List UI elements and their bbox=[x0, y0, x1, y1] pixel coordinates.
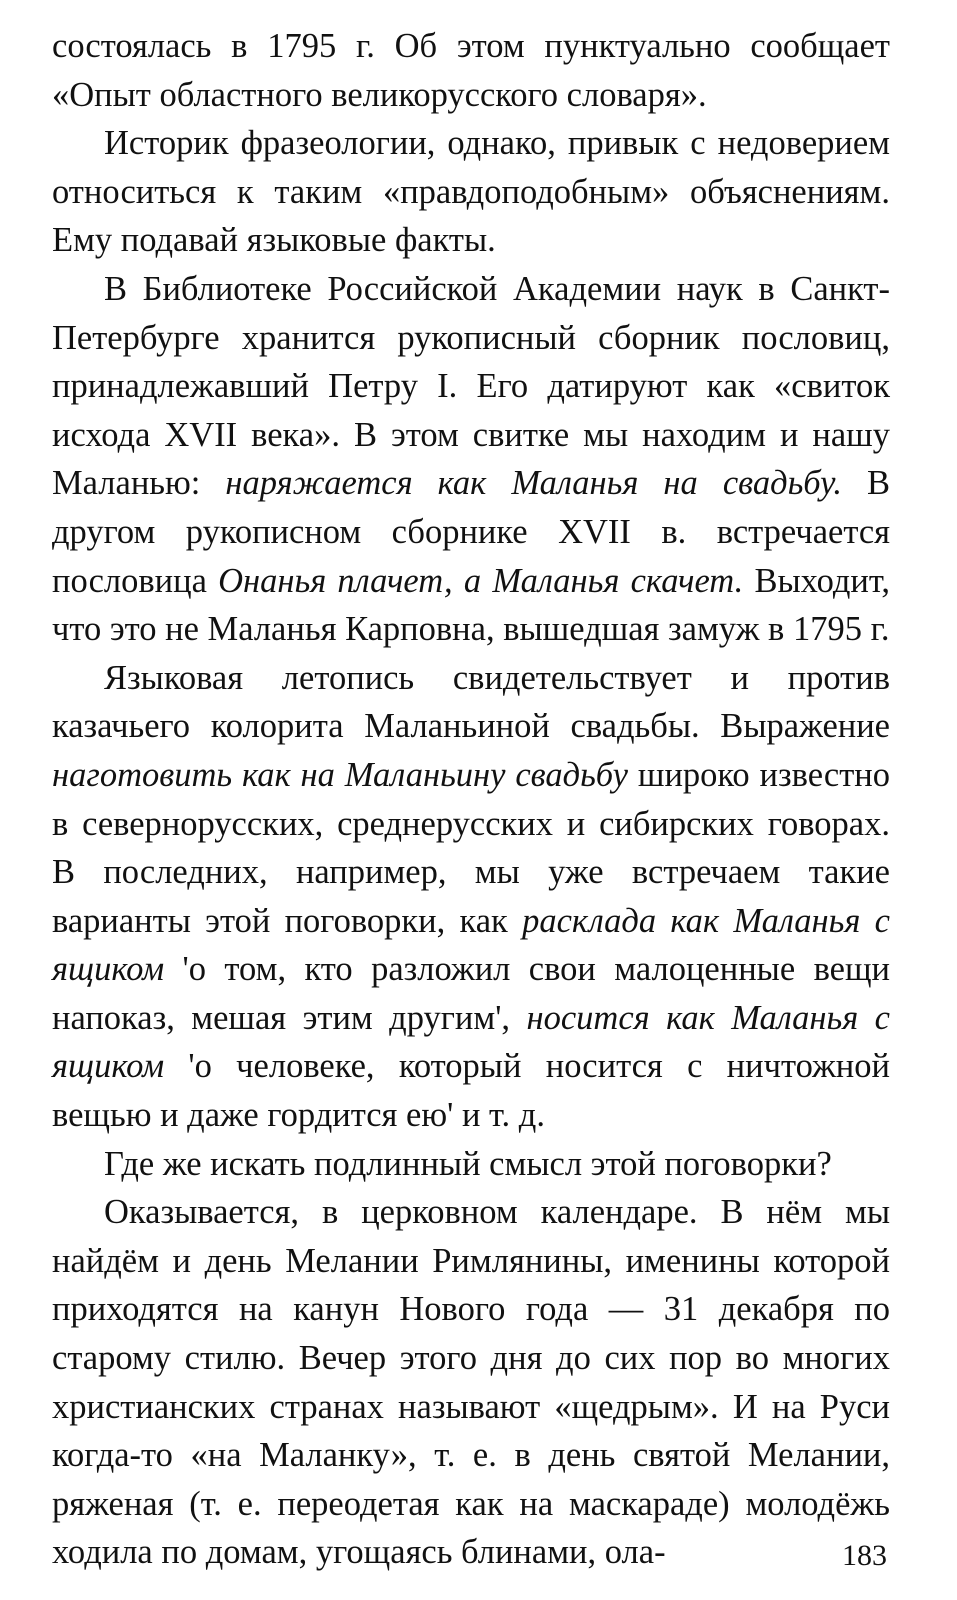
paragraph-1 bbox=[52, 22, 890, 119]
text-run: В Библиотеке Российской Академии наук в Санкт-Петербурге хранится рукописный сборник пословиц, принадлежавший Петру I. Его датируют как «свиток исхода XVII века». В этом свитке мы находим и нашу Маланью: bbox=[52, 269, 890, 503]
text-run: Где же искать подлинный смысл этой поговорки? bbox=[104, 1144, 832, 1183]
italic-quote: наряжается как Маланья на свадьбу. bbox=[225, 464, 842, 503]
text-run: В другом рукописном сборнике XVII в. встречается пословица bbox=[52, 464, 890, 600]
text-run: Оказывается, в церковном календаре. В нём мы найдём и день Мелании Римлянины, именины которой приходятся на канун Нового года — 31 декабря по старому стилю. Вечер этого дня до сих пор во многих христианских странах называют «щедрым». И на Руси когда-то «на Маланку», т. е. в день святой Мелании, ряженая (т. е. переодетая как на маскараде) молодёжь ходила по домам, угощаясь блинами, ола- bbox=[52, 1193, 890, 1572]
book-page-body bbox=[52, 22, 890, 1577]
text-run: Историк фразеологии, однако, привык с недоверием относиться к таким «правдоподобным» объяснениям. Ему подавай языковые факты. bbox=[52, 124, 890, 260]
paragraph-6 bbox=[52, 1188, 890, 1577]
paragraph-4 bbox=[52, 654, 890, 1140]
italic-quote: носится как Маланья с ящиком bbox=[52, 998, 890, 1086]
text-run: Выходит, что это не Маланья Карповна, вышедшая замуж в 1795 г. bbox=[52, 561, 890, 649]
text-run: Языковая летопись свидетельствует и против казачьего колорита Маланьиной свадьбы. Выражение bbox=[52, 658, 890, 746]
text-run: широко известно в севернорусских, среднерусских и сибирских говорах. В последних, например, мы уже встречаем такие варианты этой поговорки, как bbox=[52, 755, 890, 940]
italic-quote: расклада как Маланья с ящиком bbox=[52, 901, 890, 989]
paragraph-2 bbox=[52, 119, 890, 265]
paragraph-3 bbox=[52, 265, 890, 654]
paragraph-5 bbox=[52, 1140, 890, 1189]
text-run: 'о том, кто разложил свои малоценные вещи напоказ, мешая этим другим', bbox=[52, 950, 890, 1037]
italic-quote: Онанья плачет, а Маланья скачет. bbox=[218, 561, 744, 600]
page-number: 183 bbox=[842, 1539, 887, 1572]
text-run: 'о человеке, который носится с ничтожной вещью и даже гордится ею' и т. д. bbox=[52, 1047, 890, 1135]
text-run: состоялась в 1795 г. Об этом пунктуально сообщает «Опыт областного великорусского словаря». bbox=[52, 27, 890, 114]
italic-quote: наготовить как на Маланьину свадьбу bbox=[52, 755, 628, 794]
